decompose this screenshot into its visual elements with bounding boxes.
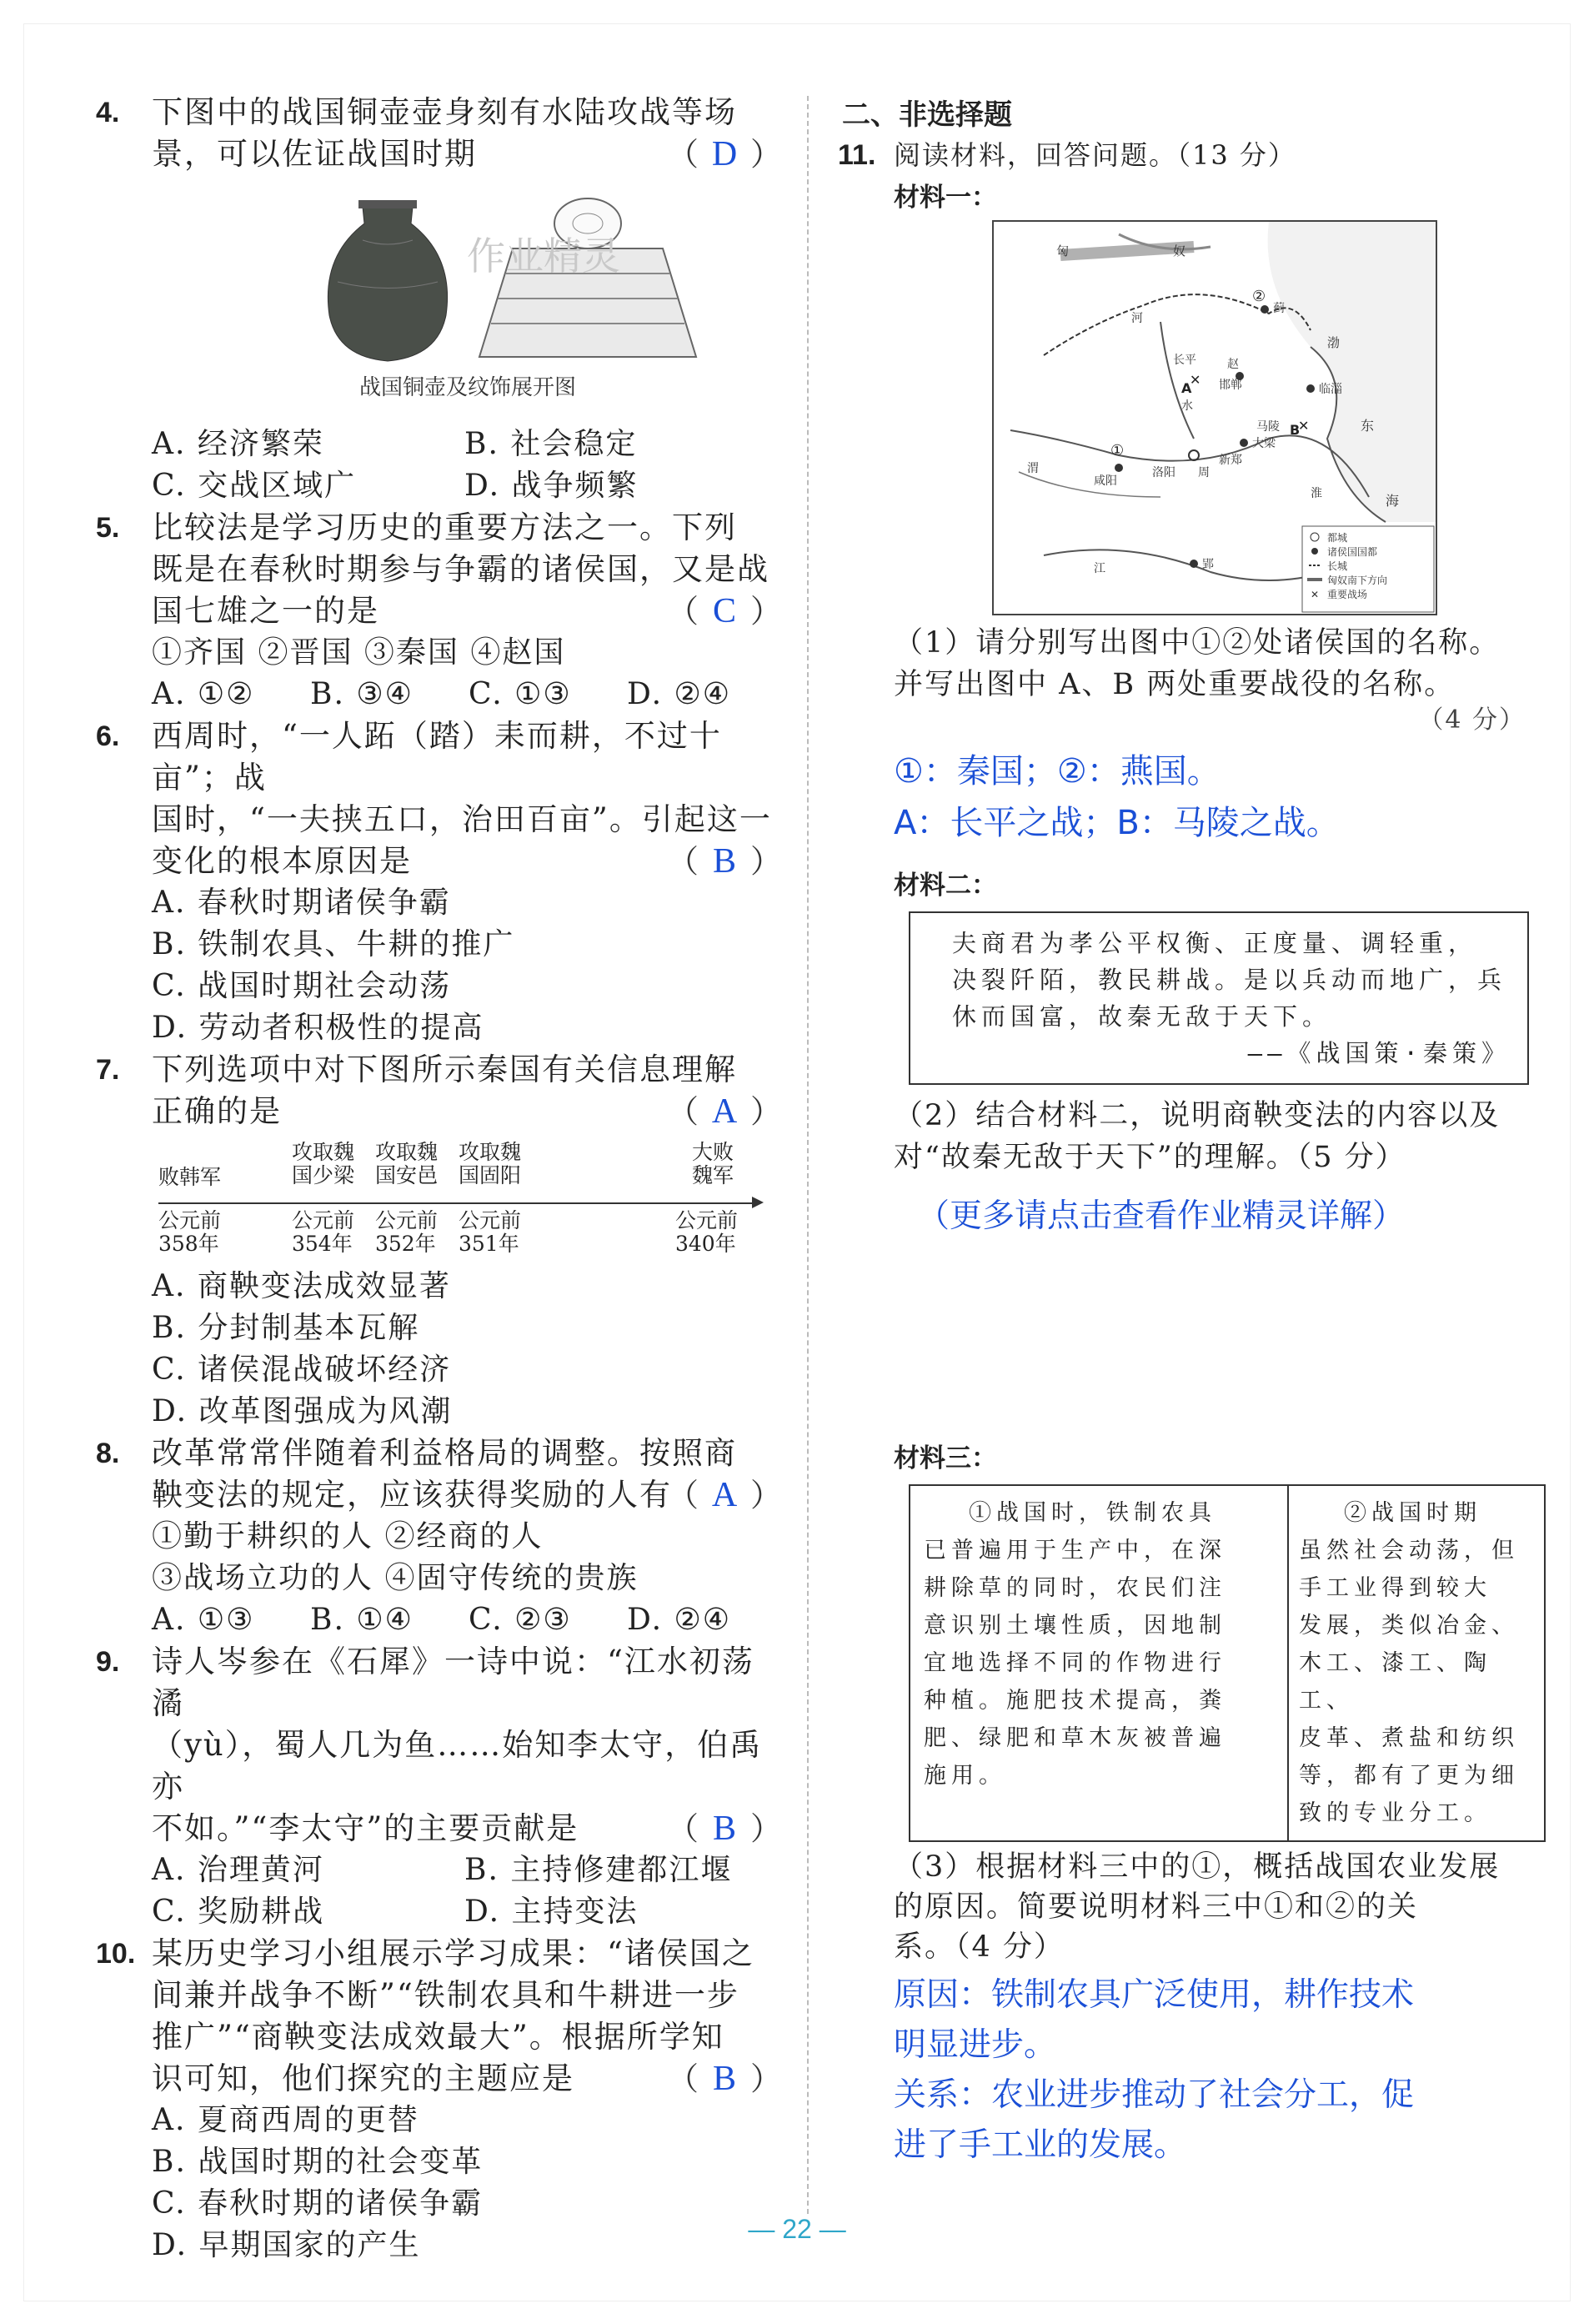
- bronze-pot-image: [313, 190, 713, 365]
- map-label-city: 郢: [1202, 558, 1214, 571]
- right-column: [838, 92, 1526, 2171]
- map-svg: [994, 222, 1436, 614]
- answer-letter: D: [711, 135, 739, 173]
- question-6: [96, 715, 784, 1049]
- warring-states-map: [992, 220, 1437, 615]
- question-text: 识可知，他们探究的主题应是: [152, 2060, 574, 2096]
- answer-letter: A: [711, 1476, 739, 1514]
- answer-3d: 进了手工业的发展。: [894, 2126, 1187, 2164]
- bronze-pot-figure: [313, 190, 713, 365]
- question-11: [838, 134, 1526, 176]
- quote-line: 决裂阡陌，教民耕战。是以兵动而地广，兵: [952, 966, 1507, 994]
- answer-1a: ①：秦国；②：燕国。: [894, 752, 1221, 791]
- map-label-sea: 东: [1361, 418, 1375, 434]
- map-marker-b: B: [1290, 422, 1301, 438]
- map-label-river: 淮: [1311, 487, 1322, 500]
- timeline-year: 公元前351年: [459, 1208, 522, 1256]
- question-text: 西周时，“一人跖（踏）耒而耕，不过十亩”；战: [152, 718, 722, 796]
- table-line: ②战国时期: [1344, 1500, 1481, 1526]
- option-b[interactable]: B. 战国时期的社会变革: [152, 2145, 484, 2179]
- map-label-sea: 渤: [1327, 335, 1341, 350]
- timeline-event: 大败魏军: [692, 1140, 734, 1187]
- question-text: 景，可以佐证战国时期: [152, 136, 477, 172]
- map-label-city: 周: [1198, 466, 1210, 479]
- table-line: 意识别土壤性质，因地制: [924, 1613, 1226, 1639]
- answer-3c: 关系：农业进步推动了社会分工，促: [894, 2076, 1415, 2114]
- map-label-city: 大梁: [1252, 437, 1276, 450]
- page-number: — 22 —: [748, 2214, 846, 2244]
- table-line: 皮革、煮盐和纺织: [1299, 1725, 1519, 1751]
- material-1-label: 材料一：: [894, 183, 997, 213]
- map-label-city: 赵: [1227, 358, 1239, 371]
- answer-letter: C: [712, 592, 738, 630]
- map-label-city: 洛阳: [1152, 466, 1175, 479]
- timeline-year: 公元前358年: [158, 1208, 222, 1256]
- timeline-event: 攻取魏国少梁: [292, 1140, 355, 1187]
- table-line: 已普遍用于生产中，在深: [924, 1538, 1226, 1564]
- quote-source: ——《战国策·秦策》: [1247, 1039, 1511, 1067]
- option-b[interactable]: B. 主持修建都江堰: [464, 1853, 733, 1887]
- table-line: 虽然社会动荡，但: [1299, 1538, 1519, 1564]
- question-text: （yù），蜀人几为鱼……始知李太守，伯禹亦: [152, 1727, 763, 1804]
- map-label-region: 匈: [1056, 243, 1070, 259]
- map-label-city: 邯郸: [1219, 379, 1242, 392]
- timeline-year: 公元前352年: [375, 1208, 439, 1256]
- map-label-sea: 海: [1386, 493, 1400, 509]
- question-number: 6.: [96, 720, 120, 752]
- answer-letter: B: [712, 1810, 738, 1848]
- option-a[interactable]: A. ①③: [152, 1603, 255, 1637]
- table-line: 等，都有了更为细: [1299, 1763, 1519, 1789]
- question-text: 不如。”“李太守”的主要贡献是: [152, 1810, 579, 1846]
- map-marker-2: ②: [1252, 288, 1266, 305]
- battle-icon: ✕: [1190, 372, 1201, 388]
- map-label-region: 奴: [1173, 243, 1186, 259]
- map-label-city: 临淄: [1319, 383, 1342, 396]
- question-number: 10.: [96, 1938, 136, 1970]
- answer: （ D ）: [666, 135, 784, 173]
- answer-3b: 明显进步。: [894, 2026, 1057, 2064]
- question-text: 间兼并战争不断”“铁制农具和牛耕进一步: [152, 1977, 739, 2013]
- table-line: 耕除草的同时，农民们注: [924, 1575, 1226, 1601]
- sub-question-2: 对“故秦无敌于天下”的理解。（5 分）: [894, 1141, 1406, 1174]
- table-line: 宜地选择不同的作物进行: [924, 1650, 1226, 1676]
- table-line: 致的专业分工。: [1299, 1800, 1491, 1826]
- question-text: 既是在春秋时期参与争霸的诸侯国，又是战: [152, 551, 769, 587]
- map-label-river: 渭: [1027, 462, 1039, 475]
- table-line: 发展，类似冶金、: [1299, 1613, 1519, 1639]
- map-label-battle: 长平: [1173, 354, 1196, 367]
- legend-item: 匈奴南下方向: [1327, 575, 1388, 586]
- map-label-city: 咸阳: [1094, 474, 1117, 488]
- answer-3a: 原因：铁制农具广泛使用，耕作技术: [894, 1976, 1415, 2014]
- question-number: 4.: [96, 97, 120, 128]
- score: （4 分）: [1418, 705, 1526, 735]
- table-line: ①战国时，铁制农具: [969, 1500, 1216, 1526]
- timeline-year: 公元前354年: [292, 1208, 355, 1256]
- question-text: 改革常常伴随着利益格局的调整。按照商: [152, 1435, 737, 1471]
- question-7: [96, 1049, 784, 1433]
- item-list: ①勤于耕织的人 ②经商的人: [152, 1519, 544, 1554]
- option-b[interactable]: B. 铁制农具、牛耕的推广: [152, 927, 515, 961]
- column-divider: [807, 96, 809, 2214]
- option-a[interactable]: A. 春秋时期诸侯争霸: [152, 886, 451, 920]
- timeline-event: 败韩军: [158, 1165, 222, 1189]
- map-label-city: 蓟: [1273, 302, 1285, 315]
- question-number: 11.: [838, 139, 876, 171]
- table-line: 施用。: [924, 1763, 1006, 1789]
- question-text: 推广”“商鞅变法成效最大”。根据所学知: [152, 2019, 724, 2055]
- option-c[interactable]: C. 战国时期社会动荡: [152, 969, 452, 1003]
- answer-letter: B: [712, 842, 738, 881]
- material-2-label: 材料二：: [894, 871, 997, 901]
- option-c[interactable]: C. 奖励耕战: [152, 1895, 325, 1929]
- option-c[interactable]: C. ①③: [469, 677, 572, 711]
- table-line: 肥、绿肥和草木灰被普遍: [924, 1725, 1226, 1751]
- quote-line: 休而国富，故秦无敌于天下。: [952, 1002, 1332, 1031]
- table-line: 木工、漆工、陶工、: [1299, 1650, 1491, 1714]
- sub-question-2: （2）结合材料二，说明商鞅变法的内容以及: [894, 1099, 1501, 1132]
- option-c[interactable]: C. 诸侯混战破坏经济: [152, 1353, 452, 1387]
- option-d[interactable]: D. ②④: [627, 677, 732, 711]
- map-label-river: 水: [1181, 399, 1193, 413]
- option-d[interactable]: D. ②④: [627, 1603, 732, 1637]
- legend-item: 诸侯国国都: [1327, 546, 1378, 558]
- question-4: [96, 92, 784, 507]
- table-line: 手工业得到较大: [1299, 1575, 1491, 1601]
- section-heading: 二、非选择题: [842, 98, 1012, 132]
- map-label-city: 新郑: [1219, 454, 1242, 467]
- map-marker-a: A: [1181, 380, 1192, 396]
- question-text: 某历史学习小组展示学习成果：“诸侯国之: [152, 1935, 754, 1971]
- timeline-arrow: [752, 1197, 764, 1208]
- question-number: 5.: [96, 512, 120, 544]
- option-a[interactable]: A. ①②: [152, 677, 255, 711]
- question-number: 9.: [96, 1646, 120, 1678]
- material-3-table: [909, 1484, 1546, 1842]
- question-text: 鞅变法的规定，应该获得奖励的人有: [152, 1477, 672, 1513]
- map-marker-1: ①: [1110, 442, 1125, 459]
- option-b[interactable]: B. 分封制基本瓦解: [152, 1311, 420, 1345]
- question-text: 比较法是学习历史的重要方法之一。下列: [152, 509, 737, 545]
- material-3-cell-1: [910, 1486, 1289, 1840]
- timeline-event: 攻取魏国固阳: [459, 1140, 522, 1187]
- timeline: [158, 1132, 784, 1266]
- option-a[interactable]: A. 治理黄河: [152, 1853, 324, 1887]
- battle-icon: ✕: [1298, 418, 1310, 434]
- question-text: 阅读材料，回答问题。（13 分）: [894, 139, 1296, 171]
- legend-item: 都城: [1327, 532, 1348, 544]
- material-3-cell-2: [1289, 1486, 1544, 1840]
- timeline-year: 公元前340年: [675, 1208, 739, 1256]
- answer: （ C ）: [666, 592, 784, 630]
- sub-question-3: （3）根据材料三中的①，概括战国农业发展: [894, 1850, 1501, 1884]
- answer-letter: B: [712, 2060, 738, 2098]
- answer-2-link[interactable]: （更多请点击查看作业精灵详解）: [917, 1197, 1406, 1235]
- question-8: [96, 1433, 784, 1641]
- question-text: 国七雄之一的是: [152, 593, 379, 629]
- answer-letter: A: [711, 1092, 739, 1131]
- material-3-label: 材料三：: [894, 1443, 997, 1473]
- question-number: 7.: [96, 1054, 120, 1086]
- question-text: 下列选项中对下图所示秦国有关信息理解: [152, 1052, 737, 1087]
- sub-question-1: 并写出图中 A、B 两处重要战役的名称。: [894, 668, 1456, 701]
- option-d[interactable]: D. 劳动者积极性的提高: [152, 1011, 484, 1045]
- legend-item: 重要战场: [1327, 589, 1368, 600]
- timeline-event: 攻取魏国安邑: [375, 1140, 439, 1187]
- item-list: ③战场立功的人 ④固守传统的贵族: [152, 1561, 639, 1595]
- question-text: 诗人岑参在《石犀》一诗中说：“江水初荡潏: [152, 1644, 754, 1721]
- sub-question-3: 的原因。简要说明材料三中①和②的关: [894, 1890, 1419, 1924]
- watermark-text: 作业精灵: [467, 233, 620, 279]
- option-a[interactable]: A. 夏商西周的更替: [152, 2103, 419, 2137]
- answer: （ B ）: [666, 2060, 784, 2098]
- option-c[interactable]: C. 交战区域广: [152, 469, 357, 503]
- option-c[interactable]: C. ②③: [469, 1603, 572, 1637]
- map-label-river: 河: [1131, 312, 1143, 325]
- option-c[interactable]: C. 春秋时期的诸侯争霸: [152, 2186, 484, 2221]
- option-d[interactable]: D. 改革图强成为风潮: [152, 1394, 453, 1428]
- question-text: 下图中的战国铜壶壶身刻有水陆攻战等场: [152, 94, 737, 130]
- item-list: ①齐国 ②晋国 ③秦国 ④赵国: [152, 635, 566, 670]
- question-number: 8.: [96, 1438, 120, 1469]
- option-a[interactable]: A. 经济繁荣: [152, 427, 324, 461]
- option-d[interactable]: D. 战争频繁: [464, 469, 639, 503]
- option-d[interactable]: D. 主持变法: [464, 1895, 639, 1929]
- answer-1b: A：长平之战；B：马陵之战。: [894, 804, 1340, 842]
- answer: （ B ）: [666, 842, 784, 881]
- question-text: 变化的根本原因是: [152, 843, 412, 879]
- quote-line: 夫商君为孝公平权衡、正度量、调轻重，: [952, 929, 1478, 957]
- option-b[interactable]: B. ③④: [310, 677, 414, 711]
- question-5: [96, 507, 784, 715]
- option-a[interactable]: A. 商鞅变法成效显著: [152, 1269, 451, 1303]
- option-b[interactable]: B. ①④: [310, 1603, 414, 1637]
- answer: （ A ）: [666, 1092, 784, 1131]
- question-text: 正确的是: [152, 1093, 282, 1129]
- figure-caption: 战国铜壶及纹饰展开图: [358, 375, 576, 400]
- question-9: [96, 1641, 784, 1933]
- option-d[interactable]: D. 早期国家的产生: [152, 2228, 421, 2262]
- option-b[interactable]: B. 社会稳定: [464, 427, 638, 461]
- timeline-axis: [158, 1202, 759, 1204]
- battle-icon: ✕: [1311, 589, 1320, 600]
- map-label-river: 江: [1094, 562, 1105, 575]
- sub-question-3: 系。（4 分）: [894, 1930, 1065, 1964]
- legend-item: 长城: [1327, 560, 1348, 572]
- sub-question-1: （1）请分别写出图中①②处诸侯国的名称。: [894, 626, 1501, 660]
- material-2-quote: [909, 911, 1529, 1085]
- answer: （ A ）: [666, 1476, 784, 1514]
- question-text: 国时，“一夫挟五口，治田百亩”。引起这一: [152, 801, 772, 837]
- answer: （ B ）: [666, 1810, 784, 1848]
- table-line: 种植。施肥技术提高，粪: [924, 1688, 1226, 1714]
- left-column: [96, 92, 784, 2266]
- map-label-battle: 马陵: [1256, 420, 1280, 434]
